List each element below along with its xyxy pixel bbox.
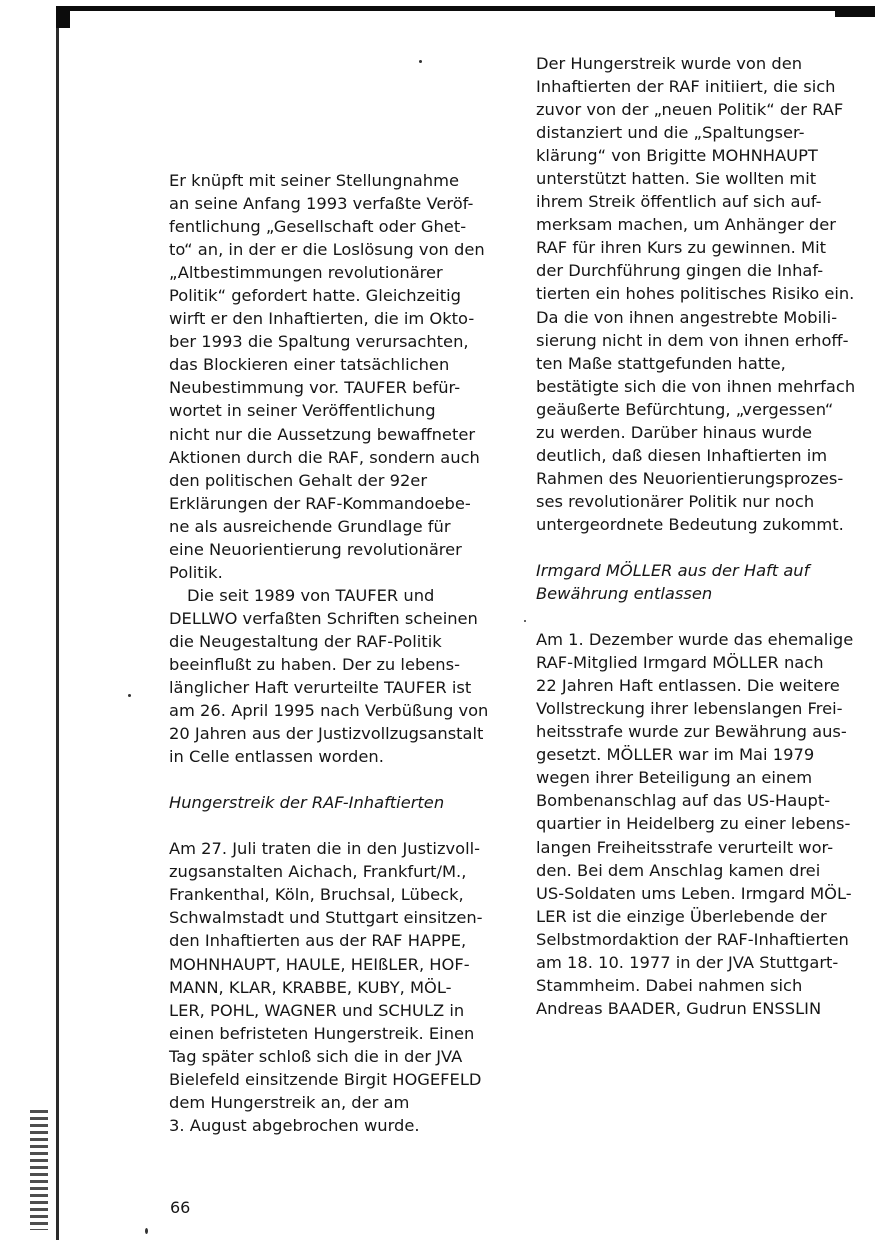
text-line: ihrem Streik öffentlich auf sich auf- xyxy=(536,192,822,212)
text-line: quartier in Heidelberg zu einer lebens- xyxy=(536,814,851,834)
text-line: ses revolutionärer Politik nur noch xyxy=(536,491,815,511)
text-line: Selbstmordaktion der RAF-Inhaftierten xyxy=(536,929,849,949)
text-line: langen Freiheitsstrafe verurteilt wor- xyxy=(536,837,834,857)
scan-border-top xyxy=(58,6,875,11)
text-line: am 18. 10. 1977 in der JVA Stuttgart- xyxy=(536,952,839,972)
scan-border-left xyxy=(56,6,59,1240)
scan-speck xyxy=(419,60,422,63)
text-line: Frankenthal, Köln, Bruchsal, Lübeck, xyxy=(169,885,464,905)
text-line: Politik. xyxy=(169,562,223,582)
text-line: Irmgard MÖLLER aus der Haft auf xyxy=(536,560,810,580)
text-line: Da die von ihnen angestrebte Mobili- xyxy=(536,307,838,327)
scan-edge-marks xyxy=(30,1110,48,1230)
text-line: 3. August abgebrochen wurde. xyxy=(169,1115,420,1135)
text-line: Stammheim. Dabei nahmen sich xyxy=(536,975,803,995)
scan-corner-mark xyxy=(56,6,70,28)
paragraph xyxy=(169,837,514,1137)
text-line: US-Soldaten ums Leben. Irmgard MÖL- xyxy=(536,883,852,903)
text-line: den. Bei dem Anschlag kamen drei xyxy=(536,860,821,880)
section-heading xyxy=(169,791,514,814)
text-line: am 26. April 1995 nach Verbüßung von xyxy=(169,701,489,721)
text-line: wortet in seiner Veröffentlichung xyxy=(169,401,436,421)
text-line: Inhaftierten der RAF initiiert, die sich xyxy=(536,77,836,97)
text-line: gesetzt. MÖLLER war im Mai 1979 xyxy=(536,745,815,765)
text-line: bestätigte sich die von ihnen mehrfach xyxy=(536,376,856,396)
text-line: zuvor von der „neuen Politik“ der RAF xyxy=(536,100,844,120)
text-line: Vollstreckung ihrer lebenslangen Frei- xyxy=(536,699,843,719)
scan-speck xyxy=(128,694,131,697)
page-number: 66 xyxy=(170,1198,191,1217)
text-line: nicht nur die Aussetzung bewaffneter xyxy=(169,424,476,444)
text-line: Andreas BAADER, Gudrun ENSSLIN xyxy=(536,998,822,1018)
paragraph xyxy=(536,52,871,536)
text-line: RAF-Mitglied Irmgard MÖLLER nach xyxy=(536,653,824,673)
text-line: Bielefeld einsitzende Birgit HOGEFELD xyxy=(169,1069,482,1089)
text-line: die Neugestaltung der RAF-Politik xyxy=(169,631,442,651)
text-line: MOHNHAUPT, HAULE, HEIßLER, HOF- xyxy=(169,954,470,974)
scan-border-top-right xyxy=(835,6,875,17)
text-line: Bewährung entlassen xyxy=(536,584,713,604)
text-line: eine Neuorientierung revolutionärer xyxy=(169,539,462,559)
section-heading xyxy=(536,559,871,605)
text-line: to“ an, in der er die Loslösung von den xyxy=(169,240,485,260)
scan-speck xyxy=(145,1228,148,1234)
text-line: dem Hungerstreik an, der am xyxy=(169,1092,410,1112)
text-line: „Altbestimmungen revolutionärer xyxy=(169,263,443,283)
text-line: geäußerte Befürchtung, „vergessen“ xyxy=(536,399,834,419)
right-column xyxy=(536,52,871,1020)
heading-line: Hungerstreik der RAF-Inhaftierten xyxy=(169,793,445,813)
text-line: tierten ein hohes politisches Risiko ein. xyxy=(536,284,855,304)
text-line: wegen ihrer Beteiligung an einem xyxy=(536,768,813,788)
text-line: ten Maße stattgefunden hatte, xyxy=(536,353,786,373)
text-line: Aktionen durch die RAF, sondern auch xyxy=(169,447,480,467)
text-line: DELLWO verfaßten Schriften scheinen xyxy=(169,608,478,628)
text-line: an seine Anfang 1993 verfaßte Veröf- xyxy=(169,194,474,214)
text-line: fentlichung „Gesellschaft oder Ghet- xyxy=(169,217,467,237)
text-line: distanziert und die „Spaltungser- xyxy=(536,123,805,143)
text-line: das Blockieren einer tatsächlichen xyxy=(169,355,450,375)
text-line: beeinflußt zu haben. Der zu lebens- xyxy=(169,654,460,674)
text-line: Am 27. Juli traten die in den Justizvoll- xyxy=(169,839,481,859)
text-line: unterstützt hatten. Sie wollten mit xyxy=(536,169,817,189)
text-line: wirft er den Inhaftierten, die im Okto- xyxy=(169,309,475,329)
text-line: Tag später schloß sich die in der JVA xyxy=(169,1046,463,1066)
text-line: klärung“ von Brigitte MOHNHAUPT xyxy=(536,146,818,166)
text-line: sierung nicht in dem von ihnen erhoff- xyxy=(536,330,849,350)
left-column xyxy=(169,169,514,1137)
text-line: Rahmen des Neuorientierungsprozes- xyxy=(536,468,844,488)
text-line: 20 Jahren aus der Justizvollzugsanstalt xyxy=(169,724,484,744)
text-line: Er knüpft mit seiner Stellungnahme xyxy=(169,171,459,190)
text-line: Bombenanschlag auf das US-Haupt- xyxy=(536,791,831,811)
paragraph xyxy=(536,628,871,1020)
text-line: LER, POHL, WAGNER und SCHULZ in xyxy=(169,1000,465,1020)
text-line: den Inhaftierten aus der RAF HAPPE, xyxy=(169,931,467,951)
text-line: merksam machen, um Anhänger der xyxy=(536,215,836,235)
text-line: der Durchführung gingen die Inhaf- xyxy=(536,261,824,281)
paragraph xyxy=(169,584,514,768)
text-line: 22 Jahren Haft entlassen. Die weitere xyxy=(536,676,840,696)
text-line: ne als ausreichende Grundlage für xyxy=(169,516,451,536)
paragraph xyxy=(169,169,514,584)
text-line: einen befristeten Hungerstreik. Einen xyxy=(169,1023,475,1043)
scan-speck xyxy=(524,620,526,622)
text-line: deutlich, daß diesen Inhaftierten im xyxy=(536,445,828,465)
text-line: Erklärungen der RAF-Kommandoebe- xyxy=(169,493,471,513)
text-line: den politischen Gehalt der 92er xyxy=(169,470,428,490)
text-line: Am 1. Dezember wurde das ehemalige xyxy=(536,630,854,650)
text-line: Schwalmstadt und Stuttgart einsitzen- xyxy=(169,908,483,928)
text-line: in Celle entlassen worden. xyxy=(169,747,384,767)
text-line: zugsanstalten Aichach, Frankfurt/M., xyxy=(169,862,467,882)
text-line: Die seit 1989 von TAUFER und xyxy=(187,585,435,605)
text-line: LER ist die einzige Überlebende der xyxy=(536,906,827,926)
text-line: Der Hungerstreik wurde von den xyxy=(536,54,803,73)
text-line: Neubestimmung vor. TAUFER befür- xyxy=(169,378,461,398)
text-line: heitsstrafe wurde zur Bewährung aus- xyxy=(536,722,847,742)
text-line: zu werden. Darüber hinaus wurde xyxy=(536,422,813,442)
text-line: Politik“ gefordert hatte. Gleichzeitig xyxy=(169,286,461,306)
text-line: ber 1993 die Spaltung verursachten, xyxy=(169,332,469,352)
text-line: RAF für ihren Kurs zu gewinnen. Mit xyxy=(536,238,826,258)
text-line: untergeordnete Bedeutung zukommt. xyxy=(536,514,844,534)
text-line: länglicher Haft verurteilte TAUFER ist xyxy=(169,678,472,698)
text-line: MANN, KLAR, KRABBE, KUBY, MÖL- xyxy=(169,977,452,997)
